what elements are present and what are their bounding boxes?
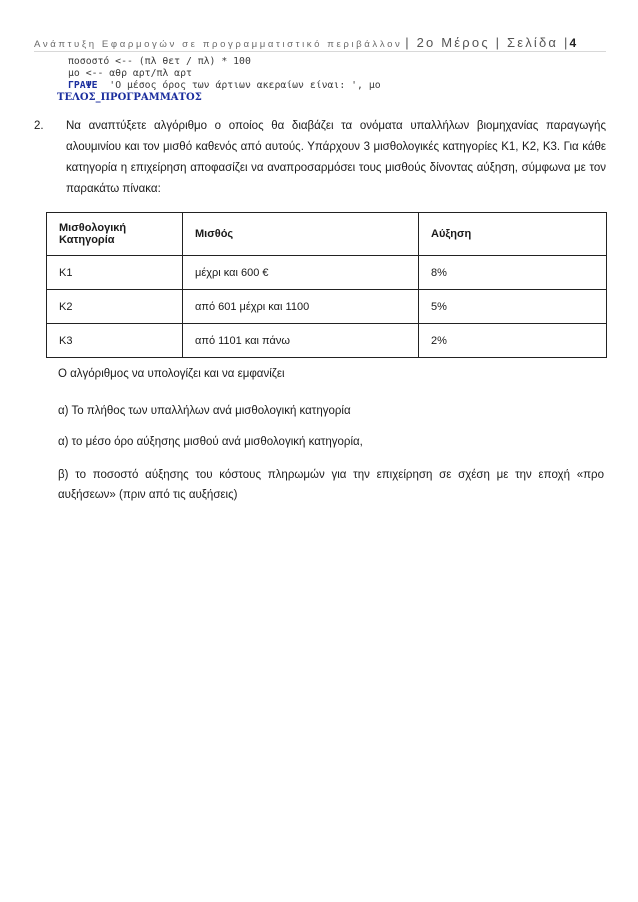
table-header-cell: Μισθολογική Κατηγορία <box>47 213 183 256</box>
table-header-cell: Αύξηση <box>419 213 607 256</box>
task-paragraph <box>34 116 606 200</box>
table-header-row <box>47 213 607 256</box>
code-line: ποσοστό <-- (πλ θετ / πλ) * 100 <box>68 56 251 67</box>
code-snippet <box>68 56 381 92</box>
table-cell: 5% <box>419 290 607 324</box>
code-line: 'Ο μέσος όρος των άρτιων ακεραίων είναι: ', μο <box>97 80 381 91</box>
table-cell: Κ2 <box>47 290 183 324</box>
page-header <box>34 35 606 52</box>
task-number: 2. <box>34 120 44 132</box>
table-cell: από 1101 και πάνω <box>183 324 419 358</box>
table-cell: 8% <box>419 256 607 290</box>
output-item: α) το μέσο όρο αύξησης μισθού ανά μισθολογική κατηγορία, <box>58 436 363 448</box>
output-intro: Ο αλγόριθμος να υπολογίζει και να εμφανίζει <box>58 368 285 380</box>
header-subject: Ανάπτυξη Εφαρμογών σε προγραμματιστικό περιβάλλον <box>34 39 403 50</box>
page-number: 4 <box>569 36 577 50</box>
table-cell: 2% <box>419 324 607 358</box>
code-keyword: ΓΡΑΨΕ <box>68 80 98 91</box>
table-header-cell: Μισθός <box>183 213 419 256</box>
output-item: α) Το πλήθος των υπαλλήλων ανά μισθολογική κατηγορία <box>58 405 351 417</box>
salary-table <box>46 212 607 358</box>
task-text: Να αναπτύξετε αλγόριθμο ο οποίος θα διαβάζει τα ονόματα υπαλλήλων βιομηχανίας παραγωγής αλουμινίου και τον μισθό καθενός από αυτούς. Υπάρχουν 3 μισθολογικές κατηγορίες Κ1, Κ2, Κ3. Για κάθε κατηγορία η επιχείρηση αποφασίζει να αναπροσαρμόσει τους μισθούς δίνοντας αύξηση, σύμφωνα με τον παρακάτω πίνακα: <box>66 120 606 195</box>
table-cell: από 601 μέχρι και 1100 <box>183 290 419 324</box>
table-row <box>47 256 607 290</box>
table-row <box>47 324 607 358</box>
table-cell: Κ1 <box>47 256 183 290</box>
code-end-program: ΤΕΛΟΣ_ΠΡΟΓΡΑΜΜΑΤΟΣ <box>57 92 202 103</box>
table-row <box>47 290 607 324</box>
table-cell: Κ3 <box>47 324 183 358</box>
output-item: β) το ποσοστό αύξησης του κόστους πληρωμών για την επιχείρηση σε σχέση με την εποχή «προ αυξήσεων» (πριν από τις αυξήσεις) <box>58 469 604 501</box>
header-part: | 2ο Μέρος | Σελίδα | <box>405 35 570 50</box>
code-line: μο <-- αθρ αρτ/πλ αρτ <box>68 68 192 79</box>
table-cell: μέχρι και 600 € <box>183 256 419 290</box>
